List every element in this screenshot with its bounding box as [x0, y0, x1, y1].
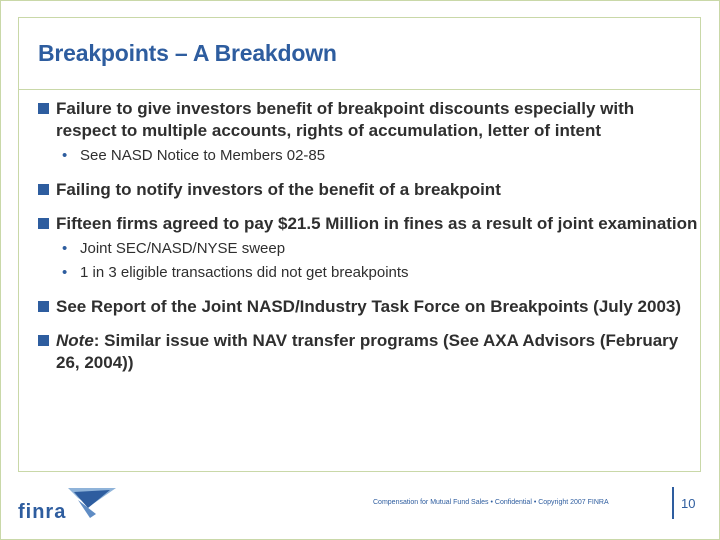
square-bullet-icon: [38, 301, 49, 312]
bullet-item: [38, 179, 698, 201]
bullet-text: : Similar issue with NAV transfer programs (See AXA Advisors (February 26, 2004)): [56, 331, 679, 372]
square-bullet-icon: [38, 184, 49, 195]
sub-bullet-item: [38, 238, 698, 260]
bullet-item: [38, 213, 698, 235]
svg-text:finra: finra: [18, 501, 67, 523]
sub-bullet-text: See NASD Notice to Members 02-85: [80, 147, 326, 164]
square-bullet-icon: [38, 335, 49, 346]
sub-bullet-text: Joint SEC/NASD/NYSE sweep: [80, 240, 286, 257]
sub-bullet-item: [38, 145, 698, 167]
bullet-item: [38, 98, 698, 142]
bullet-item: [38, 330, 698, 374]
bullet-list: [38, 98, 698, 374]
sub-bullet-text: 1 in 3 eligible transactions did not get breakpoints: [80, 264, 409, 281]
bullet-text: Failure to give investors benefit of breakpoint discounts especially with respect to multiple accounts, rights of accumulation, letter of intent: [56, 99, 635, 140]
square-bullet-icon: [38, 103, 49, 114]
sub-bullet-item: [38, 262, 698, 284]
title-divider: [18, 89, 701, 90]
bullet-text: See Report of the Joint NASD/Industry Task Force on Breakpoints (July 2003): [56, 297, 682, 316]
dot-bullet-icon: •: [62, 147, 68, 164]
footer-text: Compensation for Mutual Fund Sales • Confidential • Copyright 2007 FINRA: [373, 499, 609, 506]
bullet-text: Failing to notify investors of the benefit of a breakpoint: [56, 180, 501, 199]
note-label: Note: [56, 331, 94, 350]
footer-divider: [672, 487, 674, 519]
finra-logo: [18, 484, 118, 526]
bullet-text: Fifteen firms agreed to pay $21.5 Million in fines as a result of joint examination: [56, 214, 698, 233]
dot-bullet-icon: •: [62, 240, 68, 257]
square-bullet-icon: [38, 218, 49, 229]
page-number: 10: [681, 496, 696, 511]
dot-bullet-icon: •: [62, 264, 68, 281]
slide-title: Breakpoints – A Breakdown: [38, 40, 337, 66]
bullet-item: [38, 296, 698, 318]
